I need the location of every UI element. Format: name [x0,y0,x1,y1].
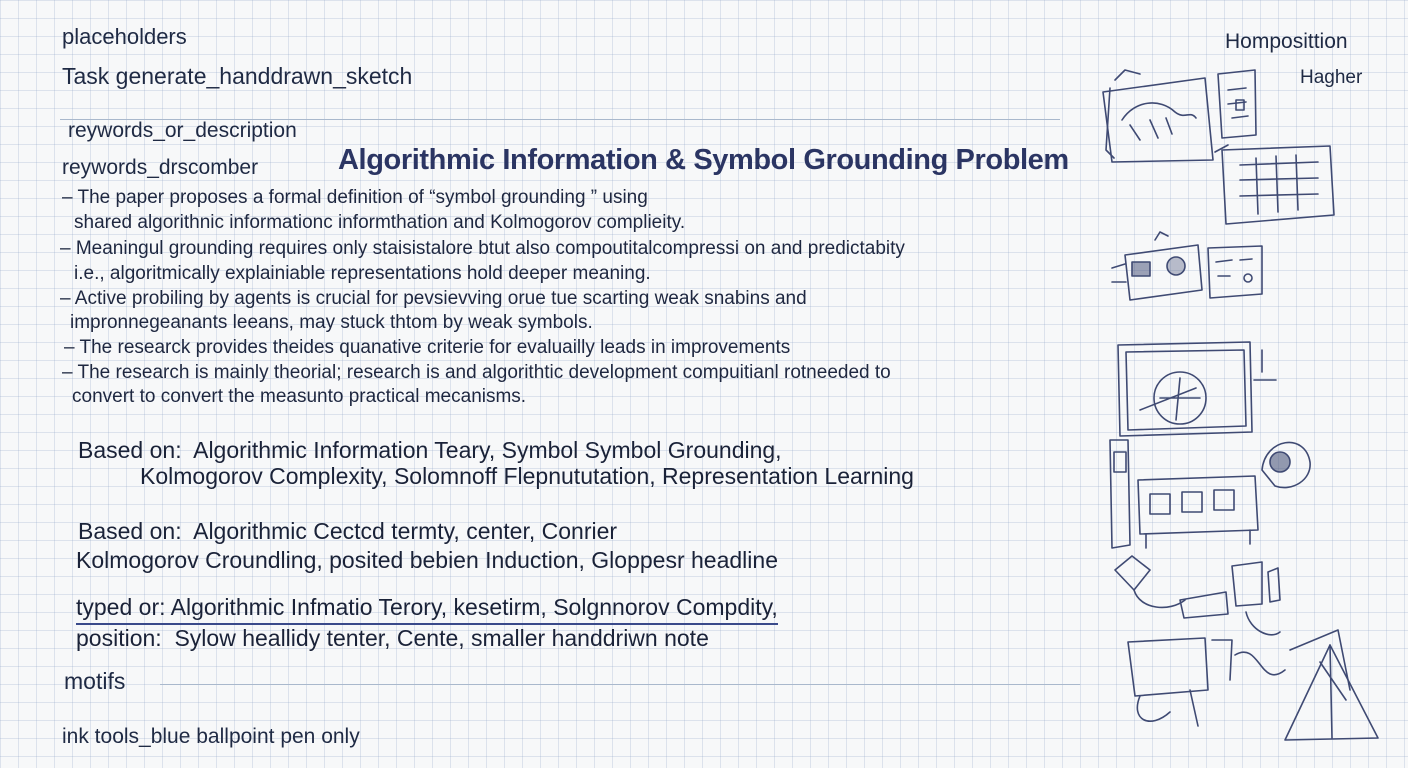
section1-text1: Algorithmic Information Teary, Symbol Symbol Grounding, [193,437,782,463]
lens-icon [1262,442,1310,487]
bullet-line: – Meaningul grounding requires only staisistalore btut also compoutitalcompressi on and predictabity [60,238,905,259]
bullet-line: – The paper proposes a formal definition of “symbol grounding ” using [62,187,648,208]
bullet-line: convert to convert the measunto practical mecanisms. [72,386,527,407]
bullet-line: i.e., algoritmically explainiable representations hold deeper meaning. [74,263,651,284]
building-icon [1110,440,1258,548]
bullet-line: – The researck provides theides quanative criterie for evaluailly leads in improvements [64,337,791,358]
section1-text2: Kolmogorov Complexity, Solomnoff Flepnututation, Representation Learning [140,463,914,489]
document-icon [1218,70,1256,138]
section2-text2d: Gloppesr headline [591,547,778,573]
desk-chair-icon [1128,638,1285,726]
section2-text2a: Kolmogorov Croundling, [76,547,323,573]
section1-label: Based on: [78,437,182,463]
section2-text2b: posited bebien [329,547,479,573]
page-title: Algorithmic Information & Symbol Grounding Problem [338,144,1069,176]
section2-text1: Algorithmic Cectcd termty, center, Conrier [193,518,618,544]
higher-label: Hagher [1300,67,1363,88]
ink-tools-label: ink tools_blue ballpoint pen only [62,725,360,748]
section3-label: typed or: [76,594,166,620]
section2-text2c: Induction, [485,547,585,573]
placeholders-label: placeholders [62,24,187,49]
pyramid-icon [1285,630,1378,740]
pen-tools-icon [1115,556,1280,635]
section3-label2: position: [76,625,162,651]
keywords-label-1: reywords_or_description [68,119,297,142]
bullet-line: shared algorithnic informationc informthation and Kolmogorov complieity. [74,212,686,233]
bullet-line: – Active probiling by agents is crucial for pevsievving orue tue scarting weak snabins and [60,288,807,309]
keywords-label-2: reywords_drscomber [62,156,259,179]
section2-label: Based on: [78,518,182,544]
bullet-line: – The research is mainly theorial; research is and algorithtic development compuitianl rotneeded to [62,362,891,383]
task-label: Task generate_handdrawn_sketch [62,63,413,89]
bullet-line: impronnegeanants leeans, may stuck thtom by weak symbols. [70,312,593,333]
console-sketch-icon [1118,342,1276,436]
motifs-label: motifs [64,668,126,694]
section3-text1: Algorithmic Infmatio Terory, kesetirm, Solgnnorov Compdity, [170,594,778,620]
framed-sketch-icon [1103,70,1213,162]
composition-label: Homposittion [1225,30,1348,53]
grid-chart-icon [1215,145,1334,224]
robot-probe-icon [1112,232,1262,300]
section3-text2: Sylow heallidy tenter, Cente, smaller handdriwn note [174,625,709,651]
